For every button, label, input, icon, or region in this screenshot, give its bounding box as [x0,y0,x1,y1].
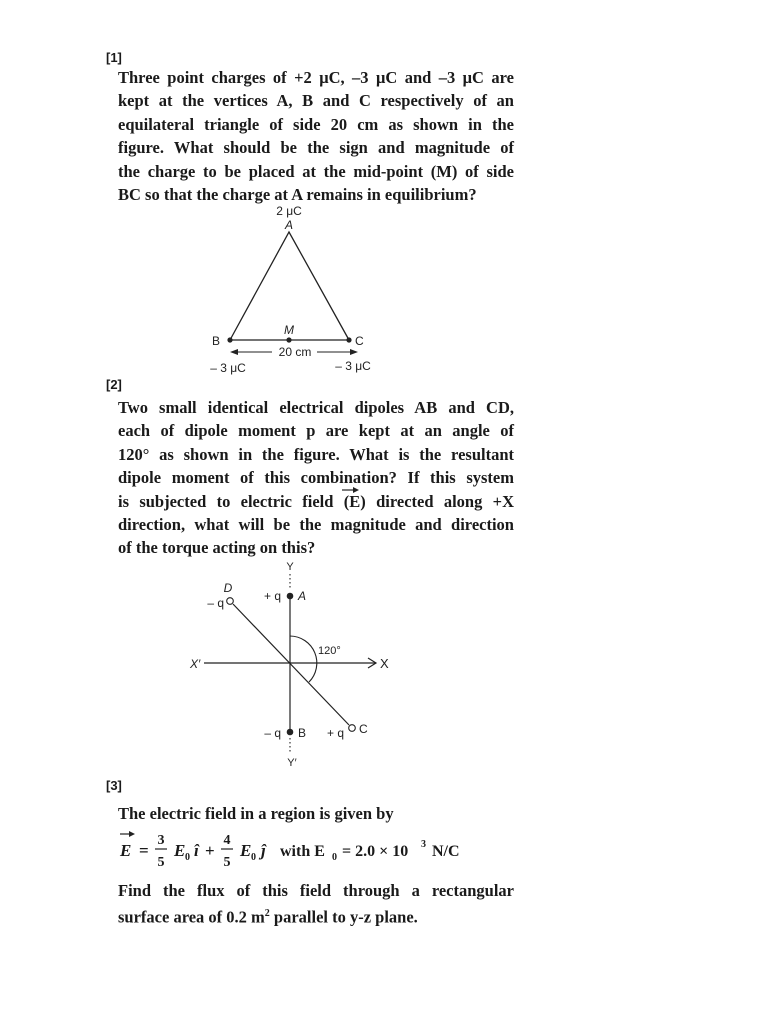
angle-label: 120° [318,645,341,657]
question-1-line: kept at the vertices A, B and C respectively of an [118,91,514,111]
question-1-line: Three point charges of +2 μC, –3 μC and –3 μC are [118,68,514,87]
vertex-c-label: C [355,334,364,348]
electric-field-equation [118,826,518,872]
question-3-line-4 [118,902,514,929]
angle-arc [290,636,317,682]
vertex-a-label: A [284,218,294,232]
equation-term-1: E [174,841,186,860]
plane-text: parallel to y-z plane. [269,907,418,927]
label-c: C [359,722,368,736]
charge-a-label: + q [263,589,281,603]
axis-y-neg-label: Y′ [287,757,297,769]
triangle-figure [190,200,400,378]
unit-vector-i: î [194,841,199,860]
area-text: surface area of 0.2 m [118,907,265,927]
question-1-line: the charge to be placed at the mid-point (M) of side [118,161,514,181]
dipole-cd-line [233,604,349,725]
equation-lhs: E [120,841,132,860]
charge-c-label: + q [326,726,344,740]
unit-vector-j: ĵ [261,841,266,860]
charge-b-label: – q [264,726,281,740]
charge-c-dot [349,725,356,732]
question-2-line: Two small identical electrical dipoles AB and CD, [118,398,514,417]
question-1-number: [1] [106,50,122,65]
fraction-1-denominator: 5 [157,855,165,870]
label-d: D [223,581,233,595]
equation-term-2: E [240,841,252,860]
fraction-2-denominator: 5 [223,855,231,870]
equation-with-text: with E [280,843,325,860]
charge-d-dot [227,598,234,605]
question-2-line: 120° as shown in the figure. What is the resultant [118,444,514,464]
question-2-line: direction, what will be the magnitude and direction [118,515,514,535]
area-exponent: 2 [264,908,270,920]
subscript-zero: 0 [185,852,190,863]
question-3-number: [3] [106,778,122,793]
arrow-left-icon [230,349,238,355]
charge-c-dot [346,337,351,342]
charge-b-dot [227,337,232,342]
vector-arrow-icon [340,486,360,494]
midpoint-m-label: M [284,323,294,337]
question-3-text [118,879,514,929]
charge-c-label: – 3 μC [335,359,371,373]
equation-value: = 2.0 × 10 [342,843,409,860]
charge-a-label: 2 μC [276,204,302,218]
question-2-line: is subjected to electric field (E) directed along +X [118,491,514,511]
equation-unit: N/C [432,843,460,860]
label-a: A [298,589,307,603]
equation-exponent: 3 [421,839,426,850]
charge-a-dot [287,593,294,600]
label-b: B [298,726,307,740]
subscript-zero: 0 [251,852,256,863]
arrow-right-icon [350,349,358,355]
question-1-text [118,66,514,206]
question-2-line: dipole moment of this combination? If this system [118,468,514,488]
question-3-line-3: Find the flux of this field through a rectangular [118,881,514,900]
charge-b-label: – 3 μC [210,361,246,375]
midpoint-m-dot [286,337,291,342]
question-2-text [118,396,514,560]
plus-sign: + [205,841,215,860]
axis-x-neg-label: X′ [190,657,201,671]
svg-text:=: = [139,841,149,860]
question-2-line: of the torque acting on this? [118,538,316,558]
question-1-line: BC so that the charge at A remains in equilibrium? [118,185,477,205]
charge-b-dot [287,729,294,736]
dipole-figure [180,558,410,770]
question-1-line: figure. What should be the sign and magnitude of [118,138,514,158]
axis-y-label: Y [286,561,294,573]
axis-x-label: X [380,656,389,671]
fraction-2-numerator: 4 [223,833,231,848]
question-2-number: [2] [106,377,122,392]
side-length-label: 20 cm [278,345,312,359]
question-2-line: each of dipole moment p are kept at an angle of [118,421,514,441]
subscript-zero: 0 [332,852,337,863]
vertex-b-label: B [211,334,220,348]
charge-d-label: – q [207,596,224,610]
question-3-line-1: The electric field in a region is given by [118,804,394,823]
question-1-line: equilateral triangle of side 20 cm as shown in the [118,114,514,134]
fraction-1-numerator: 3 [157,833,165,848]
vector-arrow-icon [129,831,135,837]
